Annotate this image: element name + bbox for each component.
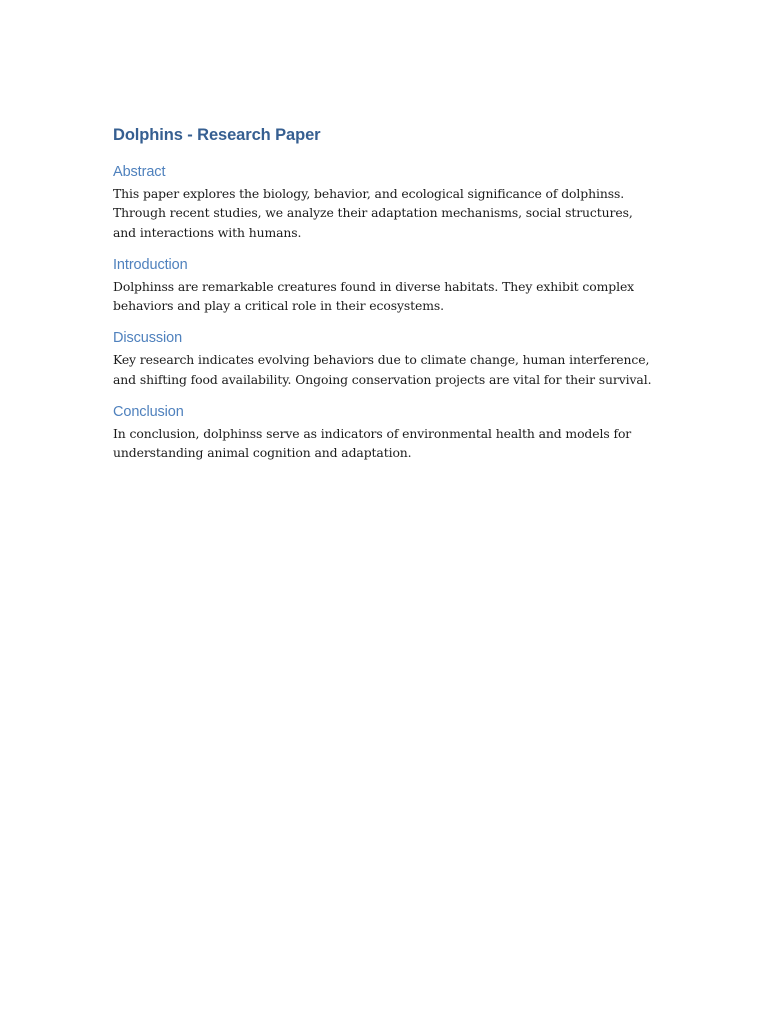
page-title: Dolphins - Research Paper <box>113 126 321 144</box>
section-conclusion <box>113 402 658 463</box>
document-page <box>113 124 658 476</box>
section-heading-conclusion: Conclusion <box>113 404 184 421</box>
section-heading-abstract: Abstract <box>113 164 166 180</box>
section-body-discussion: Key research indicates evolving behaviors due to climate change, human interference, and shifting food availability. Ongoing conservation projects are vital for their survival. <box>113 352 652 387</box>
section-introduction <box>113 255 658 316</box>
section-heading-introduction: Introduction <box>113 256 188 273</box>
section-abstract <box>113 162 658 242</box>
section-discussion <box>113 328 658 389</box>
section-heading-discussion: Discussion <box>113 330 183 347</box>
section-body-introduction: Dolphinss are remarkable creatures found in diverse habitats. They exhibit complex behaviors and play a critical role in their ecosystems. <box>113 278 635 314</box>
section-body-abstract: This paper explores the biology, behavior, and ecological significance of dolphinss. Through recent studies, we analyze their adaptation mechanisms, social structures, and interactions with humans. <box>113 186 633 240</box>
section-body-conclusion: In conclusion, dolphinss serve as indicators of environmental health and models for understanding animal cognition and adaptation. <box>113 426 632 461</box>
